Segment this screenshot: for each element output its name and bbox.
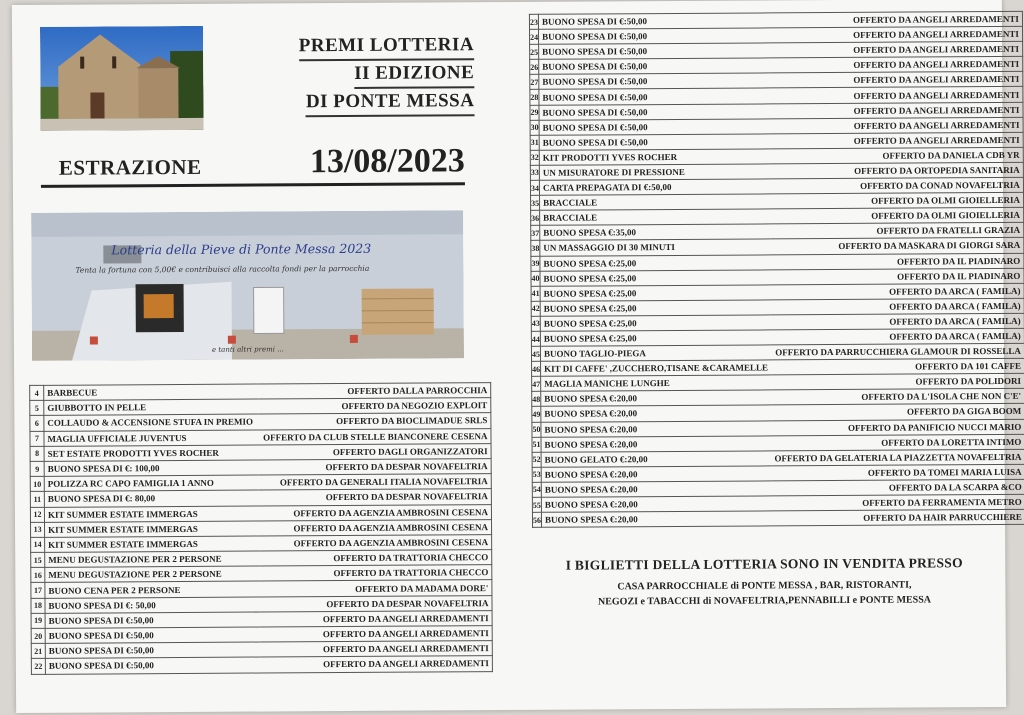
prize-name: BUONO SPESA €:20,00 bbox=[541, 466, 771, 483]
prize-offerer: OFFERTO DA DESPAR NOVAFELTRIA bbox=[258, 489, 491, 506]
prize-name: BUONO SPESA DI €:50,00 bbox=[539, 43, 769, 60]
prize-name: BRACCIALE bbox=[540, 209, 770, 226]
prize-offerer: OFFERTO DA PANIFICIO NUCCI MARIO bbox=[771, 419, 1024, 436]
prize-offerer: OFFERTO DA AGENZIA AMBROSINI CESENA bbox=[259, 519, 492, 536]
prize-number: 6 bbox=[30, 416, 44, 431]
prize-number: 5 bbox=[30, 401, 44, 416]
prize-table-left bbox=[29, 382, 493, 674]
prize-offerer: OFFERTO DA DESPAR NOVAFELTRIA bbox=[258, 459, 491, 476]
prize-number: 56 bbox=[532, 512, 541, 527]
prize-offerer: OFFERTO DA OLMI GIOIELLERIA bbox=[770, 208, 1024, 225]
estrazione-row bbox=[41, 142, 465, 188]
prize-offerer: OFFERTO DA ANGELI ARREDAMENTI bbox=[769, 72, 1023, 89]
prize-name: BUONO SPESA DI €:50,00 bbox=[45, 627, 259, 643]
prize-name: MAGLIA UFFICIALE JUVENTUS bbox=[44, 430, 258, 446]
prize-name: SET ESTATE PRODOTTI YVES ROCHER bbox=[44, 445, 258, 461]
prize-number: 49 bbox=[532, 407, 541, 422]
prize-number: 16 bbox=[31, 568, 45, 583]
prize-name: BUONO SPESA DI €: 80,00 bbox=[44, 490, 258, 506]
prize-row bbox=[31, 656, 492, 674]
prize-offerer: OFFERTO DA ANGELI ARREDAMENTI bbox=[769, 87, 1023, 104]
prize-offerer: OFFERTO DALLA PARROCCHIA bbox=[258, 383, 491, 400]
prize-name: UN MASSAGGIO DI 30 MINUTI bbox=[540, 239, 770, 256]
prize-name: BUONO SPESA DI €:50,00 bbox=[539, 28, 769, 45]
prize-name: KIT PRODOTTI YVES ROCHER bbox=[539, 149, 769, 166]
prize-offerer: OFFERTO DA ANGELI ARREDAMENTI bbox=[769, 117, 1023, 134]
prize-number: 51 bbox=[532, 437, 541, 452]
prize-name: BUONO SPESA €:25,00 bbox=[540, 285, 770, 302]
prize-number: 39 bbox=[531, 256, 540, 271]
prize-number: 26 bbox=[530, 60, 539, 75]
prize-number: 34 bbox=[530, 180, 539, 195]
prize-number: 17 bbox=[31, 583, 45, 598]
prize-offerer: OFFERTO DA MASKARA DI GIORGI SARA bbox=[770, 238, 1024, 255]
prize-offerer: OFFERTO DA 101 CAFFE bbox=[771, 359, 1024, 376]
prize-number: 12 bbox=[30, 507, 44, 522]
prize-offerer: OFFERTO DA ORTOPEDIA SANITARIA bbox=[770, 162, 1024, 179]
title-line-3: DI PONTE MESSA bbox=[306, 88, 475, 117]
lottery-sheet bbox=[12, 0, 1022, 713]
prize-name: BARBECUE bbox=[44, 384, 258, 400]
prize-name: BUONO SPESA DI €: 50,00 bbox=[45, 597, 259, 613]
prize-offerer: OFFERTO DA CONAD NOVAFELTRIA bbox=[770, 177, 1024, 194]
prize-offerer: OFFERTO DA IL PIADINARO bbox=[770, 253, 1024, 270]
prize-number: 11 bbox=[30, 492, 44, 507]
ticket-info-heading: I BIGLIETTI DELLA LOTTERIA SONO IN VENDITA PRESSO bbox=[565, 555, 963, 573]
prize-number: 4 bbox=[30, 385, 44, 400]
prize-offerer: OFFERTO DA ANGELI ARREDAMENTI bbox=[259, 656, 492, 673]
prize-name: BUONO SPESA €:20,00 bbox=[541, 511, 771, 528]
prize-number: 33 bbox=[530, 165, 539, 180]
prize-name: BUONO SPESA DI €:50,00 bbox=[539, 103, 769, 120]
prize-number: 53 bbox=[532, 467, 541, 482]
prize-offerer: OFFERTO DA ANGELI ARREDAMENTI bbox=[770, 132, 1024, 149]
prize-name: BUONO CENA PER 2 PERSONE bbox=[45, 581, 259, 597]
prize-number: 47 bbox=[532, 377, 541, 392]
prize-name: BUONO SPESA DI €:50,00 bbox=[539, 73, 769, 90]
ticket-info bbox=[535, 555, 993, 610]
prize-name: BUONO SPESA €:20,00 bbox=[541, 420, 771, 437]
prize-name: KIT SUMMER ESTATE IMMERGAS bbox=[45, 521, 259, 537]
prize-offerer: OFFERTO DA GENERALI ITALIA NOVAFELTRIA bbox=[258, 474, 491, 491]
prize-name: BRACCIALE bbox=[540, 194, 770, 211]
prize-number: 18 bbox=[31, 598, 45, 613]
prize-number: 44 bbox=[531, 331, 540, 346]
prize-offerer: OFFERTO DA AGENZIA AMBROSINI CESENA bbox=[259, 534, 492, 551]
prize-name: BUONO SPESA €:25,00 bbox=[540, 269, 770, 286]
prize-offerer: OFFERTO DA ANGELI ARREDAMENTI bbox=[259, 610, 492, 627]
prize-offerer: OFFERTO DA ANGELI ARREDAMENTI bbox=[769, 42, 1023, 59]
prize-name: BUONO SPESA €:25,00 bbox=[540, 315, 770, 332]
prize-offerer: OFFERTO DA ARCA ( FAMILA) bbox=[771, 298, 1024, 315]
prize-name: BUONO SPESA €:20,00 bbox=[541, 405, 771, 422]
prize-offerer: OFFERTO DA ARCA ( FAMILA) bbox=[771, 313, 1024, 330]
prize-name: KIT SUMMER ESTATE IMMERGAS bbox=[45, 536, 259, 552]
prize-name: BUONO SPESA €:25,00 bbox=[540, 330, 770, 347]
prize-offerer: OFFERTO DA HAIR PARRUCCHIERE bbox=[772, 509, 1024, 526]
estrazione-label: ESTRAZIONE bbox=[58, 154, 202, 180]
prize-number: 42 bbox=[531, 301, 540, 316]
prize-name: BUONO SPESA DI €:50,00 bbox=[539, 58, 769, 75]
prize-number: 30 bbox=[530, 120, 539, 135]
prize-name: BUONO GELATO €:20,00 bbox=[541, 451, 771, 468]
prize-offerer: OFFERTO DAGLI ORGANIZZATORI bbox=[258, 443, 491, 460]
prize-offerer: OFFERTO DA FRATELLI GRAZIA bbox=[770, 223, 1024, 240]
prize-name: BUONO SPESA DI €:50,00 bbox=[539, 134, 769, 151]
prize-name: GIUBBOTTO IN PELLE bbox=[44, 399, 258, 415]
prize-name: BUONO SPESA €:20,00 bbox=[541, 436, 771, 453]
prize-name: BUONO SPESA DI €:50,00 bbox=[539, 119, 769, 136]
prize-offerer: OFFERTO DA PARRUCCHIERA GLAMOUR DI ROSSELLA bbox=[771, 343, 1024, 360]
prize-offerer: OFFERTO DA ANGELI ARREDAMENTI bbox=[769, 102, 1023, 119]
prize-name: BUONO SPESA DI €:50,00 bbox=[45, 642, 259, 658]
prize-number: 41 bbox=[531, 286, 540, 301]
prize-number: 31 bbox=[530, 135, 539, 150]
prize-offerer: OFFERTO DA ANGELI ARREDAMENTI bbox=[259, 641, 492, 658]
prize-offerer: OFFERTO DA ANGELI ARREDAMENTI bbox=[769, 11, 1023, 28]
prize-offerer: OFFERTO DA FERRAMENTA METRO bbox=[772, 494, 1024, 511]
prize-name: BUONO SPESA €:20,00 bbox=[541, 496, 771, 513]
prize-offerer: OFFERTO DA MADAMA DORE' bbox=[259, 580, 492, 597]
prize-name: BUONO SPESA €:35,00 bbox=[540, 224, 770, 241]
prize-offerer: OFFERTO DA GELATERIA LA PIAZZETTA NOVAFELTRIA bbox=[771, 449, 1024, 466]
draw-date: 13/08/2023 bbox=[309, 142, 465, 181]
banner-more: e tanti altri premi ... bbox=[211, 345, 284, 354]
prize-name: MAGLIA MANICHE LUNGHE bbox=[541, 375, 771, 392]
banner-subtitle: Tenta la fortuna con 5,00€ e contribuisci alla raccolta fondi per la parrocchia bbox=[75, 263, 370, 275]
prize-number: 37 bbox=[531, 226, 540, 241]
prize-offerer: OFFERTO DA POLIDORI bbox=[771, 374, 1024, 391]
prize-number: 32 bbox=[530, 150, 539, 165]
prize-offerer: OFFERTO DA AGENZIA AMBROSINI CESENA bbox=[258, 504, 491, 521]
prize-number: 19 bbox=[31, 613, 45, 628]
prize-number: 24 bbox=[530, 29, 539, 44]
prize-number: 9 bbox=[30, 461, 44, 476]
prize-name: BUONO SPESA DI €:50,00 bbox=[538, 13, 768, 30]
prize-label-1 bbox=[90, 337, 98, 345]
church-photo bbox=[40, 26, 204, 131]
prize-number: 10 bbox=[30, 476, 44, 491]
prize-offerer: OFFERTO DA GIGA BOOM bbox=[771, 404, 1024, 421]
prize-offerer: OFFERTO DA TOMEI MARIA LUISA bbox=[772, 464, 1024, 481]
prize-offerer: OFFERTO DA ARCA ( FAMILA) bbox=[770, 283, 1024, 300]
prize-name: BUONO SPESA €:25,00 bbox=[540, 300, 770, 317]
prize-offerer: OFFERTO DA DESPAR NOVAFELTRIA bbox=[259, 595, 492, 612]
prize-offerer: OFFERTO DA ANGELI ARREDAMENTI bbox=[769, 57, 1023, 74]
prize-number: 14 bbox=[31, 537, 45, 552]
prize-number: 48 bbox=[532, 392, 541, 407]
title-line-2: II EDIZIONE bbox=[354, 60, 474, 89]
prize-number: 15 bbox=[31, 552, 45, 567]
prize-name: KIT SUMMER ESTATE IMMERGAS bbox=[44, 506, 258, 522]
prize-number: 27 bbox=[530, 75, 539, 90]
prize-name: BUONO SPESA DI €: 100,00 bbox=[44, 460, 258, 476]
prize-number: 40 bbox=[531, 271, 540, 286]
prize-number: 28 bbox=[530, 90, 539, 105]
banner-title: Lotteria della Pieve di Ponte Messa 2023 bbox=[111, 240, 372, 258]
prize-offerer: OFFERTO DA DANIELA CDB YR bbox=[770, 147, 1024, 164]
prize-number: 36 bbox=[531, 211, 540, 226]
prize-name: COLLAUDO & ACCENSIONE STUFA IN PREMIO bbox=[44, 414, 258, 430]
prize-name: POLIZZA RC CAPO FAMIGLIA 1 ANNO bbox=[44, 475, 258, 491]
prize-number: 45 bbox=[531, 346, 540, 361]
prize-offerer: OFFERTO DA CLUB STELLE BIANCONERE CESENA bbox=[258, 428, 491, 445]
page-title bbox=[242, 32, 475, 117]
prize-name: UN MISURATORE DI PRESSIONE bbox=[539, 164, 769, 181]
prize-number: 38 bbox=[531, 241, 540, 256]
prize-offerer: OFFERTO DA LA SCARPA &CO bbox=[772, 479, 1024, 496]
prize-offerer: OFFERTO DA OLMI GIOIELLERIA bbox=[770, 192, 1024, 209]
prize-number: 13 bbox=[31, 522, 45, 537]
prize-number: 35 bbox=[531, 195, 540, 210]
prize-number: 29 bbox=[530, 105, 539, 120]
prize-number: 25 bbox=[530, 45, 539, 60]
prize-name: BUONO SPESA €:25,00 bbox=[540, 254, 770, 271]
prize-number: 21 bbox=[31, 644, 45, 659]
prize-offerer: OFFERTO DA TRATTORIA CHECCO bbox=[259, 565, 492, 582]
prize-name: MENU DEGUSTAZIONE PER 2 PERSONE bbox=[45, 551, 259, 567]
prize-offerer: OFFERTO DA ARCA ( FAMILA) bbox=[771, 328, 1024, 345]
prize-number: 7 bbox=[30, 431, 44, 446]
prize-name: BUONO SPESA €:20,00 bbox=[541, 390, 771, 407]
prize-offerer: OFFERTO DA ANGELI ARREDAMENTI bbox=[259, 626, 492, 643]
prize-number: 22 bbox=[31, 659, 45, 674]
prize-label-2 bbox=[228, 336, 236, 344]
lottery-banner bbox=[31, 210, 464, 361]
prize-offerer: OFFERTO DA IL PIADINARO bbox=[770, 268, 1024, 285]
prize-name: BUONO TAGLIO-PIEGA bbox=[540, 345, 770, 362]
prize-offerer: OFFERTO DA L'ISOLA CHE NON C'E' bbox=[771, 389, 1024, 406]
prize-number: 46 bbox=[532, 361, 541, 376]
prize-offerer: OFFERTO DA BIOCLIMADUE SRLS bbox=[258, 413, 491, 430]
prize-label-3 bbox=[350, 335, 358, 343]
prize-row bbox=[532, 509, 1024, 527]
prize-number: 54 bbox=[532, 482, 541, 497]
prize-name: BUONO SPESA €:20,00 bbox=[541, 481, 771, 498]
ticket-info-line-1: CASA PARROCCHIALE di PONTE MESSA , BAR, RISTORANTI, bbox=[617, 579, 912, 593]
prize-name: KIT DI CAFFE' ,ZUCCHERO,TISANE &CARAMELLE bbox=[541, 360, 771, 377]
prize-number: 55 bbox=[532, 497, 541, 512]
prize-number: 8 bbox=[30, 446, 44, 461]
prize-number: 23 bbox=[529, 14, 538, 29]
prize-table-right bbox=[529, 11, 1024, 528]
prize-number: 20 bbox=[31, 628, 45, 643]
prize-name: BUONO SPESA DI €:50,00 bbox=[45, 612, 259, 628]
prize-offerer: OFFERTO DA TRATTORIA CHECCO bbox=[259, 550, 492, 567]
prize-name: BUONO SPESA DI €:50,00 bbox=[539, 88, 769, 105]
prize-name: MENU DEGUSTAZIONE PER 2 PERSONE bbox=[45, 566, 259, 582]
prize-name: BUONO SPESA DI €:50,00 bbox=[45, 657, 259, 673]
prize-name: CARTA PREPAGATA DI €:50,00 bbox=[539, 179, 769, 196]
prize-offerer: OFFERTO DA LORETTA INTIMO bbox=[771, 434, 1024, 451]
ticket-info-line-2: NEGOZI e TABACCHI di NOVAFELTRIA,PENNABILLI e PONTE MESSA bbox=[597, 594, 932, 608]
prize-offerer: OFFERTO DA ANGELI ARREDAMENTI bbox=[769, 26, 1023, 43]
prize-number: 52 bbox=[532, 452, 541, 467]
prize-number: 50 bbox=[532, 422, 541, 437]
prize-offerer: OFFERTO DA NEGOZIO EXPLOIT bbox=[258, 398, 491, 415]
prize-number: 43 bbox=[531, 316, 540, 331]
title-line-1: PREMI LOTTERIA bbox=[299, 32, 475, 61]
